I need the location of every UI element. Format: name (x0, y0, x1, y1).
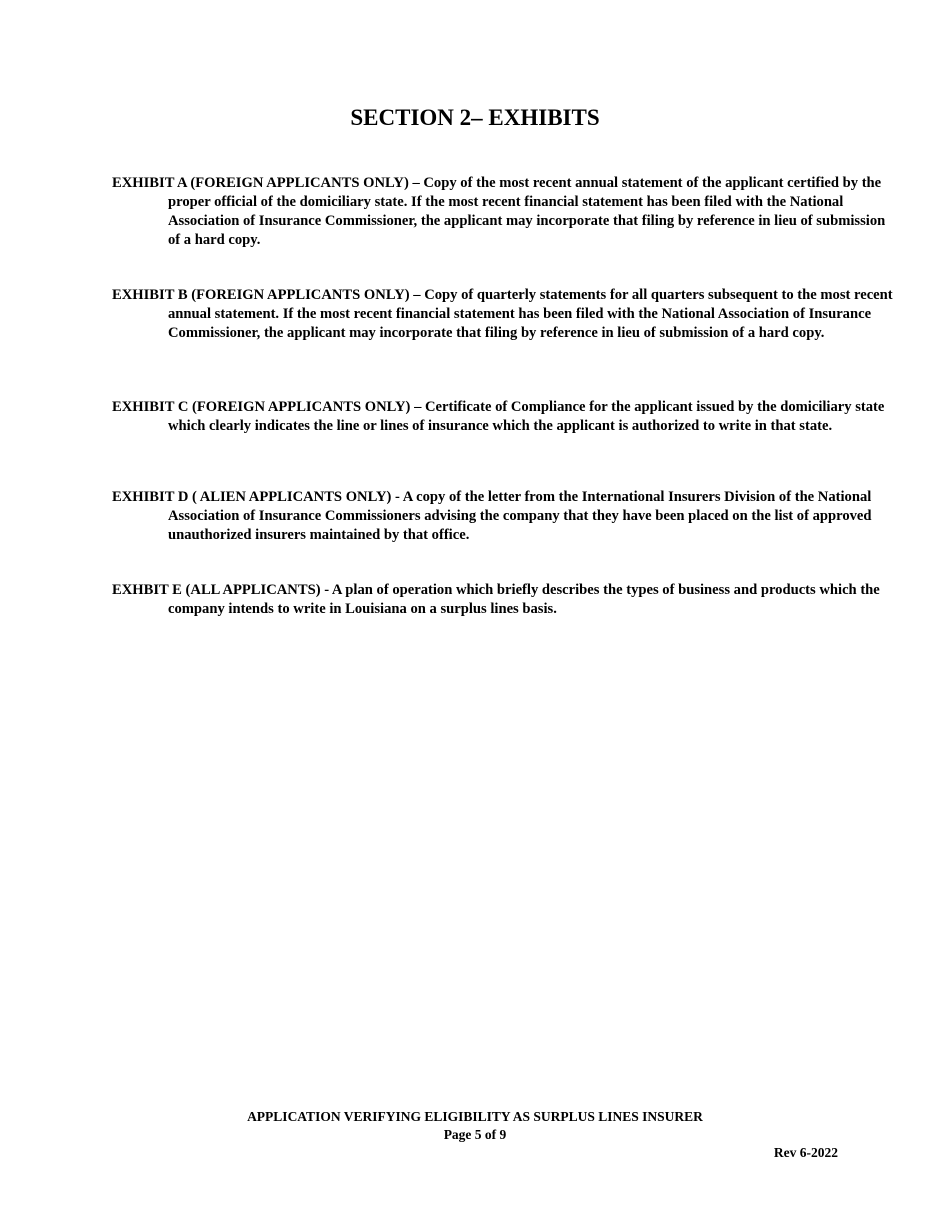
exhibit-d: EXHIBIT D ( ALIEN APPLICANTS ONLY) - A copy of the letter from the International Insurers Division of the National Association of Insurance Commissioners advising the company that they have been placed on the list of approved unauthorized insurers maintained by that office. (112, 489, 872, 543)
exhibit-a: EXHIBIT A (FOREIGN APPLICANTS ONLY) – Copy of the most recent annual statement of the applicant certified by the proper official of the domiciliary state. If the most recent financial statement has been filed with the National Association of Insurance Commissioner, the applicant may incorporate that filing by reference in lieu of submission of a hard copy. (112, 175, 886, 248)
exhibit-c: EXHIBIT C (FOREIGN APPLICANTS ONLY) – Certificate of Compliance for the applicant issued by the domiciliary state which clearly indicates the line or lines of insurance which the applicant is authorized to write in that state. (112, 399, 885, 434)
page-number: Page 5 of 9 (443, 1127, 507, 1142)
footer-title: APPLICATION VERIFYING ELIGIBILITY AS SURPLUS LINES INSURER (247, 1109, 703, 1124)
exhibit-b: EXHIBIT B (FOREIGN APPLICANTS ONLY) – Copy of quarterly statements for all quarters subsequent to the most recent annual statement. If the most recent financial statement has been filed with the National Association of Insurance Commissioner, the applicant may incorporate that filing by reference in lieu of submission of a hard copy. (112, 287, 893, 341)
revision-label: Rev 6-2022 (773, 1145, 838, 1160)
page-title: SECTION 2– EXHIBITS (350, 105, 600, 130)
exhibit-e: EXHBIT E (ALL APPLICANTS) - A plan of operation which briefly describes the types of business and products which the company intends to write in Louisiana on a surplus lines basis. (112, 582, 880, 617)
